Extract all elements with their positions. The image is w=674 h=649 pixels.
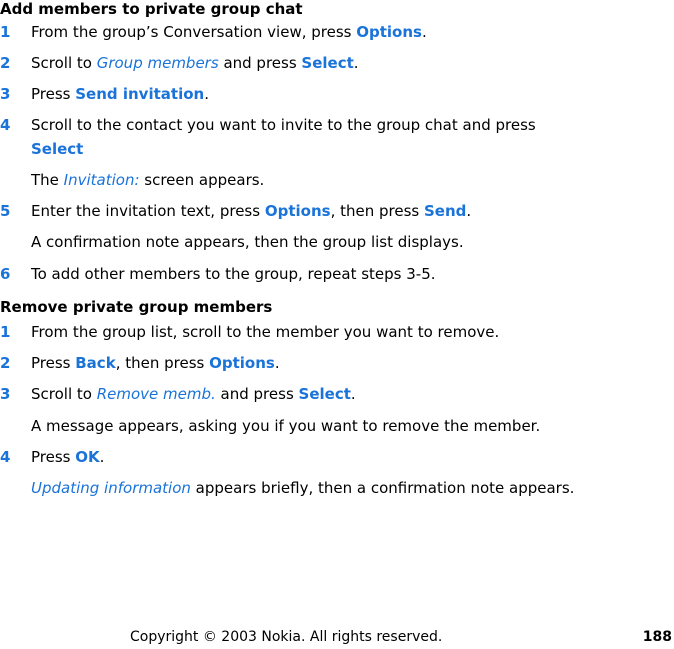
step-number: 2 (0, 354, 11, 372)
section-heading-add-members: Add members to private group chat (0, 0, 303, 18)
step-text: Press Send invitation. (31, 85, 209, 103)
step-number: 3 (0, 85, 11, 103)
step-text: From the group list, scroll to the member you want to remove. (31, 323, 500, 341)
select-keyword: Select (301, 54, 354, 72)
options-keyword: Options (356, 23, 422, 41)
step-text: Scroll to Group members and press Select. (31, 54, 359, 72)
step-text: Scroll to Remove memb. and press Select. (31, 385, 356, 403)
step-text: From the group’s Conversation view, press Options. (31, 23, 427, 41)
note-confirmation: A confirmation note appears, then the group list displays. (31, 233, 464, 251)
step-number: 4 (0, 448, 11, 466)
note-invitation-screen: The Invitation: screen appears. (31, 171, 265, 189)
copyright-notice: Copyright © 2003 Nokia. All rights reserved. (130, 629, 443, 645)
note-remove-message: A message appears, asking you if you want to remove the member. (31, 417, 541, 435)
back-keyword: Back (75, 354, 116, 372)
step-text: Enter the invitation text, press Options, then press Send. (31, 202, 472, 220)
send-keyword: Send (423, 202, 467, 220)
options-keyword: Options (264, 202, 331, 220)
options-keyword: Options (209, 354, 275, 372)
step-number: 6 (0, 265, 11, 283)
step-text: Scroll to the contact you want to invite to the group chat and press Select (31, 116, 536, 158)
step-number: 3 (0, 385, 11, 403)
step-number: 2 (0, 54, 11, 72)
step-number: 5 (0, 202, 11, 220)
section-heading-remove-members: Remove private group members (0, 298, 273, 316)
page-number: 188 (642, 629, 672, 645)
send-invitation-keyword: Send invitation (75, 85, 205, 103)
select-keyword: Select (298, 385, 351, 403)
select-keyword: Select (31, 140, 84, 158)
group-members-menu-ref: Group members (96, 54, 219, 72)
invitation-screen-ref: Invitation: (63, 171, 140, 189)
remove-memb-menu-ref: Remove memb. (96, 385, 216, 403)
step-number: 4 (0, 116, 11, 134)
ok-keyword: OK (75, 448, 100, 466)
step-text: Press OK. (31, 448, 105, 466)
note-updating-information: Updating information appears briefly, then a confirmation note appears. (31, 479, 575, 497)
step-number: 1 (0, 323, 11, 341)
updating-information-ref: Updating information (31, 479, 191, 497)
step-text: To add other members to the group, repeat steps 3-5. (31, 265, 436, 283)
step-text: Press Back, then press Options. (31, 354, 280, 372)
step-number: 1 (0, 23, 11, 41)
